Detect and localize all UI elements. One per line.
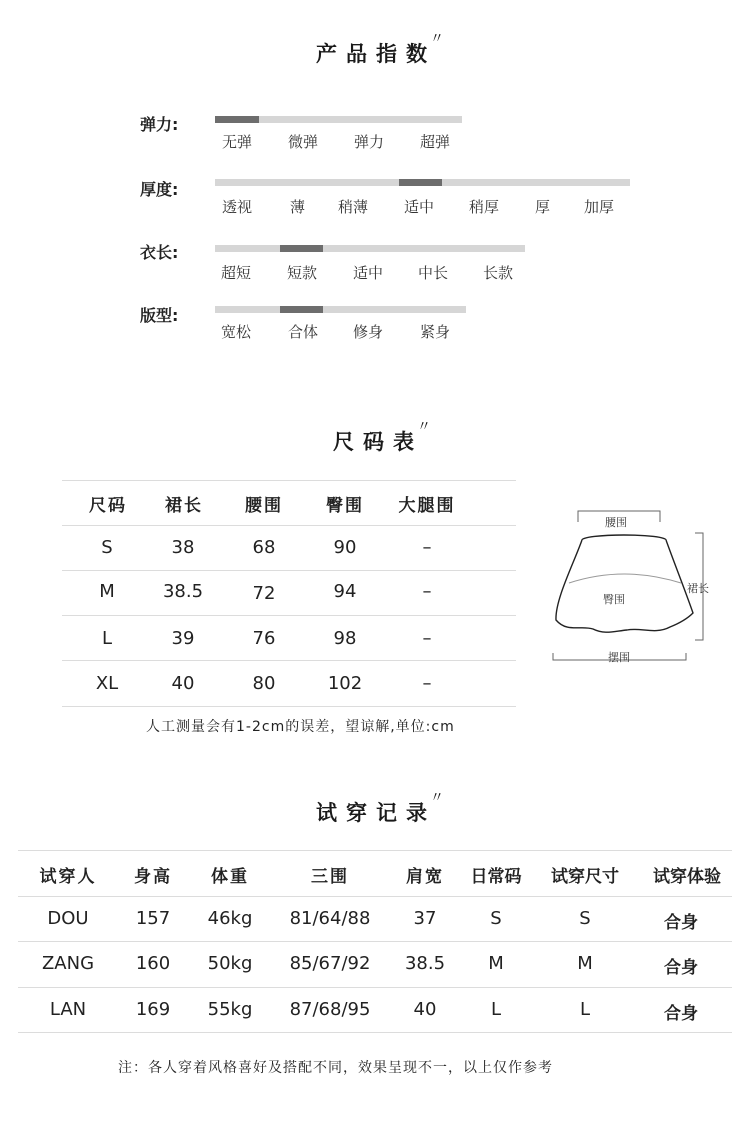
tryon-cell: 40 xyxy=(413,999,437,1020)
tryon-header-person: 试穿人 xyxy=(39,867,97,887)
fit-option: 宽松 xyxy=(221,323,252,341)
tryon-table-border xyxy=(18,1032,732,1033)
tryon-cell: 85/67/92 xyxy=(289,953,371,974)
skirt-diagram xyxy=(545,505,720,670)
fit-option: 修身 xyxy=(353,323,384,341)
diagram-hem-label: 摆围 xyxy=(608,651,630,664)
tryon-cell: 81/64/88 xyxy=(289,908,371,929)
size-cell: 80 xyxy=(252,673,276,694)
size-table-divider xyxy=(62,570,516,571)
length-bar xyxy=(215,245,525,252)
size-cell: – xyxy=(422,673,432,694)
size-header-size: 尺码 xyxy=(89,496,127,516)
size-table-border xyxy=(62,706,516,707)
thickness-option: 稍薄 xyxy=(338,198,369,216)
thickness-option: 稍厚 xyxy=(469,198,500,216)
tryon-table-divider xyxy=(18,987,732,988)
size-cell: 38.5 xyxy=(162,581,204,602)
tryon-cell: DOU xyxy=(47,908,89,929)
size-cell: 39 xyxy=(171,628,195,649)
tryon-header-experience: 试穿体验 xyxy=(653,867,721,887)
tryon-cell: 160 xyxy=(135,953,171,974)
size-cell: 98 xyxy=(333,628,357,649)
thickness-option: 厚 xyxy=(535,198,551,216)
size-cell: XL xyxy=(95,673,119,694)
length-option: 中长 xyxy=(418,264,449,282)
tryon-cell: S xyxy=(490,908,502,929)
size-cell: L xyxy=(101,628,113,649)
thickness-bar-fill xyxy=(399,179,442,186)
tryon-cell: 合身 xyxy=(664,913,698,933)
size-cell: 76 xyxy=(252,628,276,649)
fit-label: 版型: xyxy=(140,306,179,325)
tryon-cell: L xyxy=(579,999,591,1020)
fit-option: 紧身 xyxy=(420,323,451,341)
size-cell: – xyxy=(422,628,432,649)
size-chart-title: 尺码表 〃 xyxy=(333,419,431,454)
size-cell: S xyxy=(101,537,113,558)
elasticity-option: 无弹 xyxy=(222,133,253,151)
length-option: 超短 xyxy=(221,264,252,282)
tryon-header-usual-size: 日常码 xyxy=(470,867,522,887)
tryon-table-divider xyxy=(18,941,732,942)
size-cell: M xyxy=(99,581,115,602)
size-cell: 102 xyxy=(327,673,363,694)
try-on-title: 试穿记录 〃 xyxy=(316,790,444,825)
size-table-border xyxy=(62,480,516,481)
tryon-cell: 合身 xyxy=(664,958,698,978)
length-option: 短款 xyxy=(287,264,318,282)
tryon-header-tried-size: 试穿尺寸 xyxy=(551,867,619,887)
tryon-cell: 157 xyxy=(135,908,171,929)
tryon-cell: 169 xyxy=(135,999,171,1020)
length-bar-fill xyxy=(280,245,323,252)
elasticity-option: 弹力 xyxy=(354,133,385,151)
tryon-header-weight: 体重 xyxy=(211,867,249,887)
size-header-length: 裙长 xyxy=(165,496,203,516)
size-header-hip: 臀围 xyxy=(326,496,364,516)
elasticity-bar-fill xyxy=(215,116,259,123)
tryon-table-divider xyxy=(18,896,732,897)
size-header-thigh: 大腿围 xyxy=(398,496,456,516)
length-option: 长款 xyxy=(483,264,514,282)
diagram-length-label: 裙长 xyxy=(687,582,709,595)
thickness-label: 厚度: xyxy=(140,180,179,199)
thickness-bar xyxy=(215,179,630,186)
tryon-cell: M xyxy=(577,953,593,974)
diagram-waist-label: 腰围 xyxy=(605,516,627,529)
fit-bar xyxy=(215,306,466,313)
skirt-body xyxy=(556,540,693,632)
diagram-hip-label: 臀围 xyxy=(603,593,625,606)
tryon-table-border xyxy=(18,850,732,851)
size-chart-note: 人工测量会有1-2cm的误差，望谅解,单位:cm xyxy=(146,719,455,735)
product-index-title: 产品指数 〃 xyxy=(316,31,444,66)
tryon-cell: 87/68/95 xyxy=(289,999,371,1020)
fit-option: 合体 xyxy=(288,323,319,341)
thickness-option: 透视 xyxy=(222,198,253,216)
tryon-cell: 46kg xyxy=(207,908,253,929)
length-option: 适中 xyxy=(353,264,384,282)
size-table-divider xyxy=(62,615,516,616)
size-cell: 68 xyxy=(252,537,276,558)
tryon-cell: ZANG xyxy=(41,953,95,974)
size-cell: – xyxy=(422,537,432,558)
fit-bar-fill xyxy=(280,306,323,313)
elasticity-bar xyxy=(215,116,462,123)
size-cell: 90 xyxy=(333,537,357,558)
tryon-header-shoulder: 肩宽 xyxy=(406,867,444,887)
tryon-header-measurements: 三围 xyxy=(311,867,349,887)
size-cell: 38 xyxy=(171,537,195,558)
elasticity-option: 超弹 xyxy=(420,133,451,151)
tryon-cell: LAN xyxy=(49,999,87,1020)
thickness-option: 薄 xyxy=(290,198,306,216)
tryon-cell: 37 xyxy=(413,908,437,929)
tryon-cell: 合身 xyxy=(664,1004,698,1024)
size-table-divider xyxy=(62,660,516,661)
size-cell: 40 xyxy=(171,673,195,694)
thickness-option: 适中 xyxy=(404,198,435,216)
tryon-cell: 50kg xyxy=(207,953,253,974)
tryon-cell: M xyxy=(488,953,504,974)
tryon-cell: S xyxy=(579,908,591,929)
elasticity-option: 微弹 xyxy=(288,133,319,151)
tryon-cell: 38.5 xyxy=(404,953,446,974)
size-cell: – xyxy=(422,581,432,602)
elasticity-label: 弹力: xyxy=(140,115,179,134)
try-on-note: 注：各人穿着风格喜好及搭配不同，效果呈现不一，以上仅作参考 xyxy=(118,1060,553,1076)
size-table-divider xyxy=(62,525,516,526)
tryon-cell: 55kg xyxy=(207,999,253,1020)
length-label: 衣长: xyxy=(140,243,179,262)
size-cell: 94 xyxy=(333,581,357,602)
size-cell: 72 xyxy=(252,583,276,604)
thickness-option: 加厚 xyxy=(584,198,615,216)
tryon-header-height: 身高 xyxy=(134,867,172,887)
tryon-cell: L xyxy=(490,999,502,1020)
size-header-waist: 腰围 xyxy=(245,496,283,516)
